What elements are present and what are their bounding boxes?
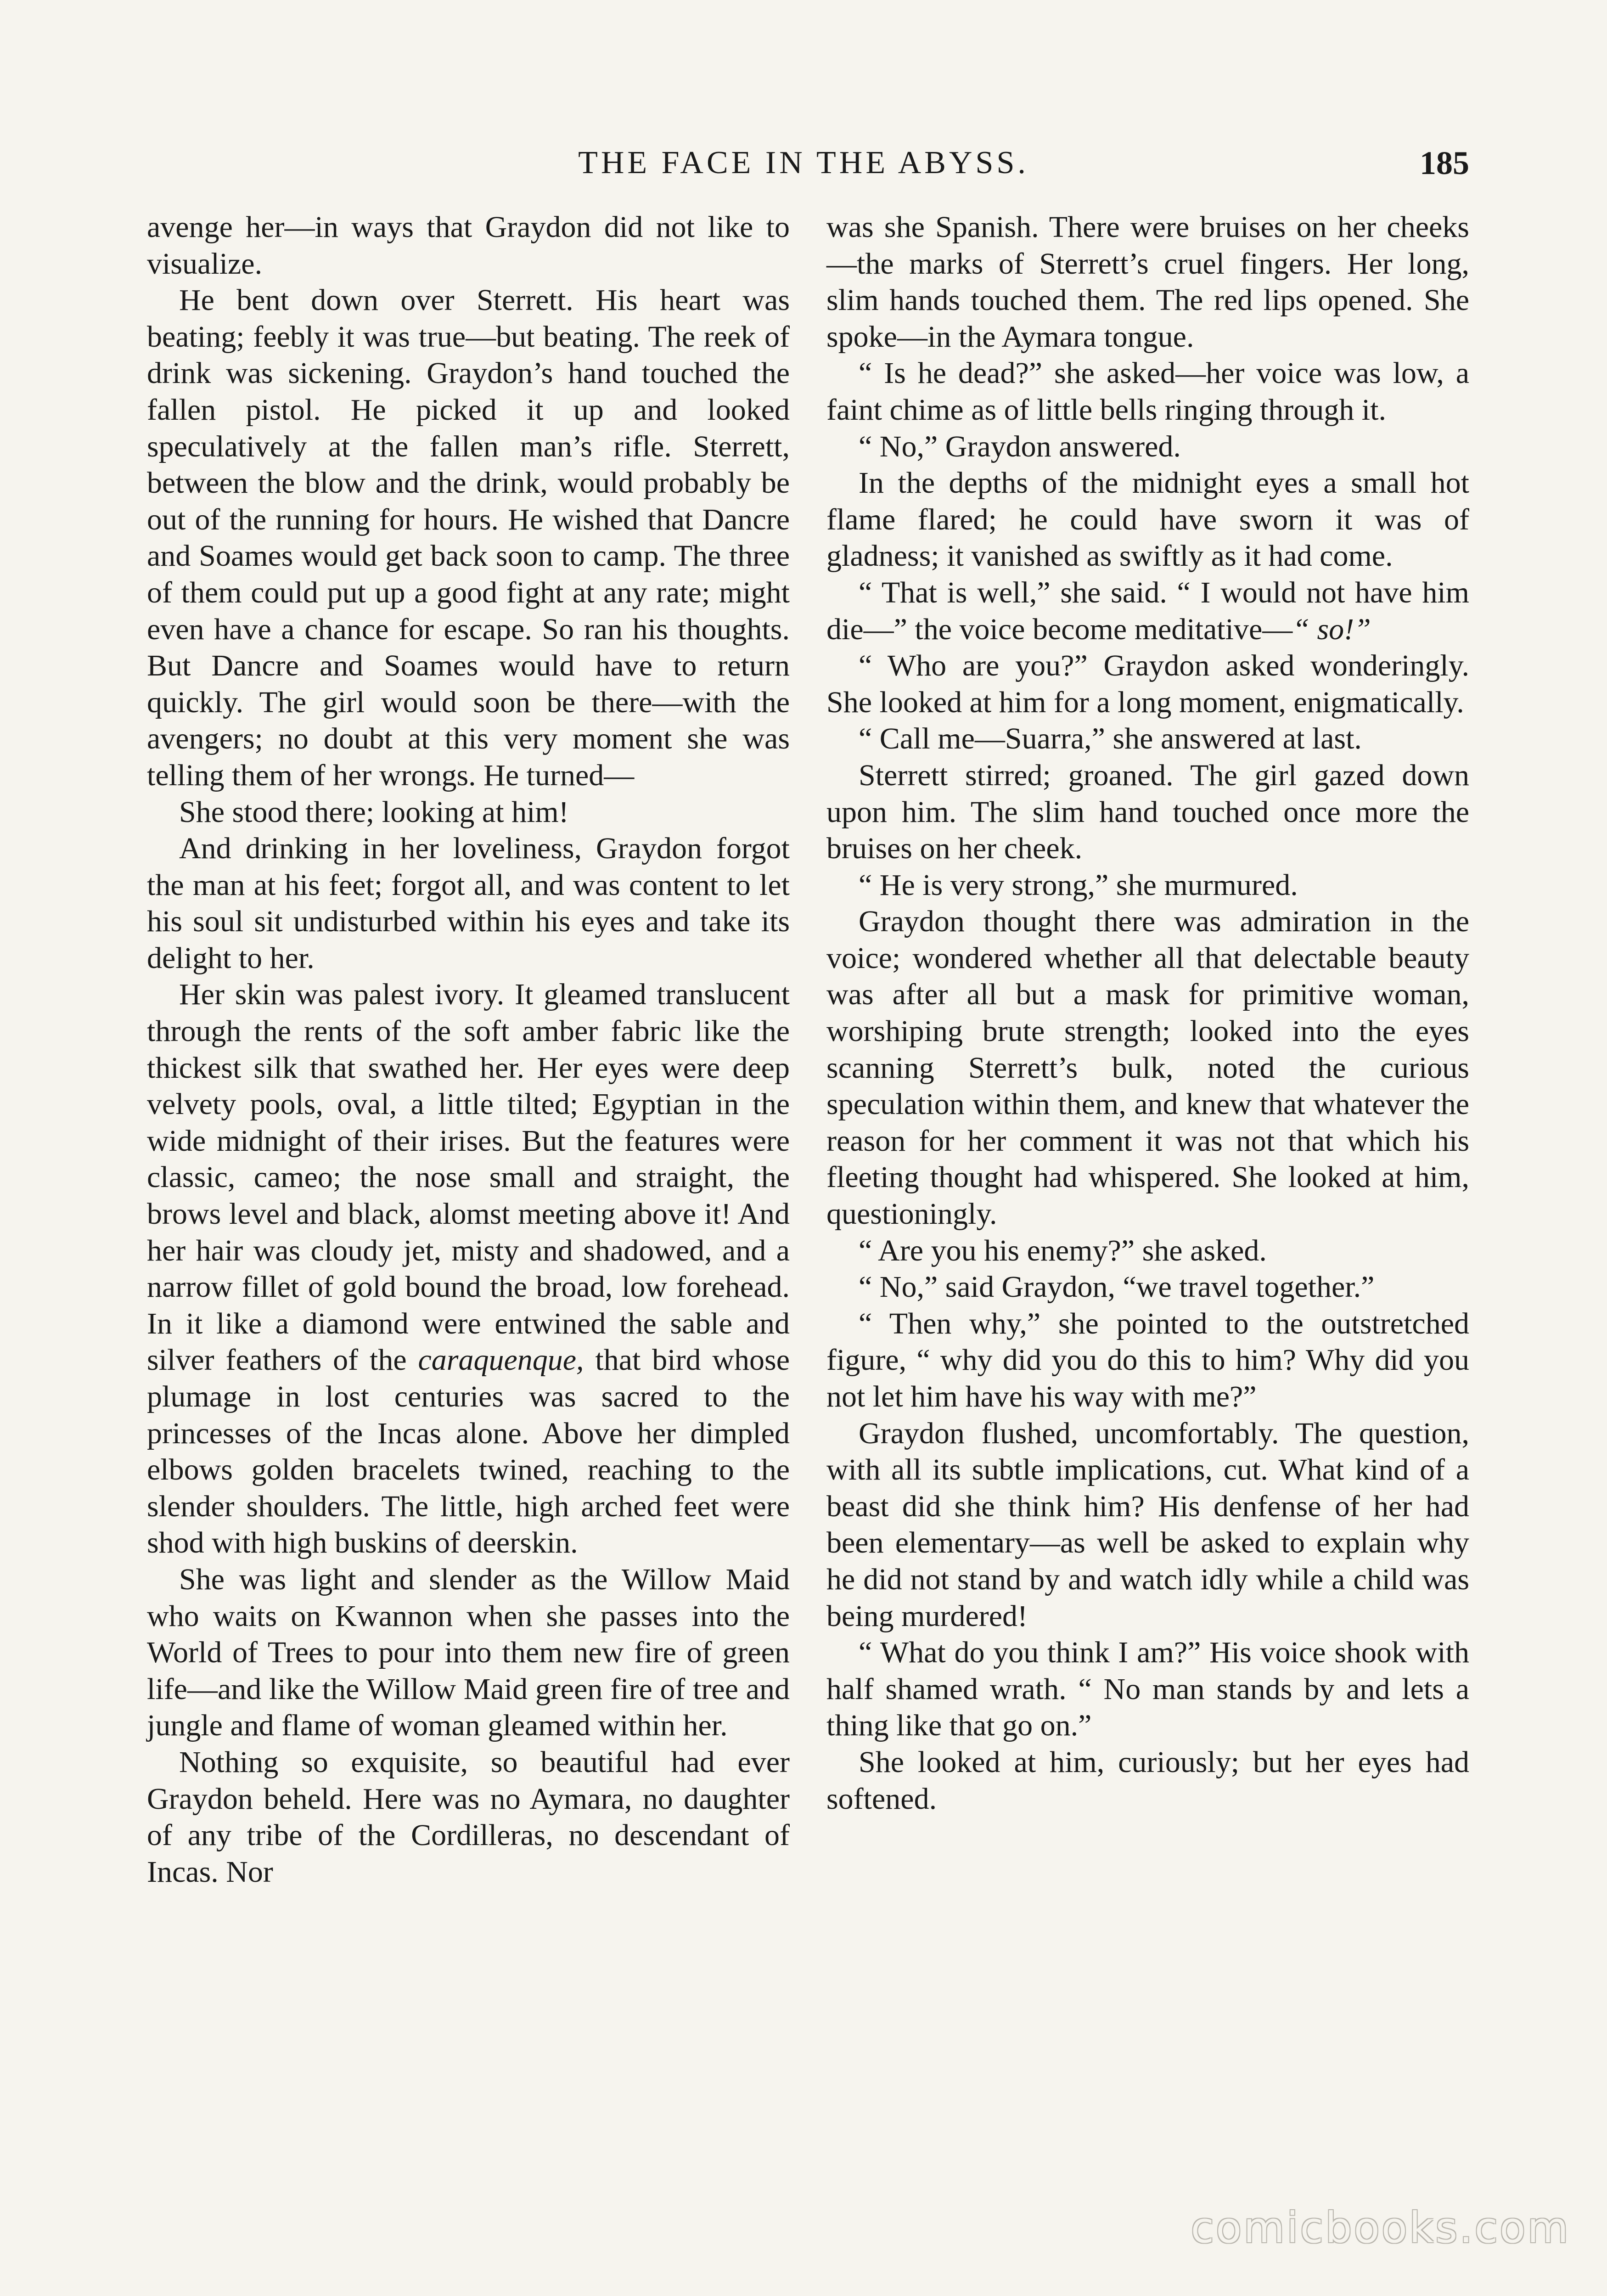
paragraph: She was light and slender as the Willow Maid who waits on Kwannon when she passes into the World of Trees to pour into them new fire of green life—and like the Willow Maid green fire of tree and jungle and flame of woman gleamed within her. (147, 1562, 790, 1743)
italic-term: “ so!” (1292, 612, 1371, 646)
paragraph: In the depths of the midnight eyes a small hot flame flared; he could have sworn it was of gladness; it vanished as swiftly as it had come. (826, 466, 1469, 573)
paragraph: She stood there; looking at him! (179, 795, 569, 829)
paragraph: “ Are you his enemy?” she asked. (859, 1233, 1267, 1267)
paragraph-text: that bird whose plumage in lost centuries was sacred to the princesses of the Incas alone. Above her dimpled elbows golden bracelets twined, reaching to the slender shoulders. The little, high arched feet were shod with high buskins of deerskin. (147, 1343, 790, 1560)
paragraph: “ Is he dead?” she asked—her voice was low, a faint chime as of little bells ringing through it. (826, 356, 1469, 427)
page-header (138, 142, 1469, 184)
paragraph: “ Then why,” she pointed to the outstretched figure, “ why did you do this to him? Why did you not let him have his way with me?” (826, 1306, 1469, 1413)
left-column (147, 209, 790, 1890)
italic-term: caraquenque, (418, 1343, 584, 1377)
paragraph: avenge her—in ways that Graydon did not like to visualize. (147, 210, 790, 281)
paragraph: “ What do you think I am?” His voice shook with half shamed wrath. “ No man stands by and lets a thing like that go on.” (826, 1636, 1469, 1743)
paragraph: “ No,” Graydon answered. (859, 429, 1181, 463)
paragraph: “ Call me—Suarra,” she answered at last. (859, 722, 1362, 756)
paragraph: was she Spanish. There were bruises on her cheeks—the marks of Sterrett’s cruel fingers. Her long, slim hands touched them. The red lips opened. She spoke—in the Aymara tongue. (826, 210, 1469, 354)
page-number: 185 (1420, 145, 1469, 181)
running-title: THE FACE IN THE ABYSS. (578, 145, 1029, 180)
paragraph: She looked at him, curiously; but her eyes had softened. (826, 1745, 1469, 1816)
paragraph: “ Who are you?” Graydon asked wonderingly. She looked at him for a long moment, enigmatically. (826, 649, 1469, 719)
paragraph: “ He is very strong,” she murmured. (859, 868, 1298, 902)
right-column (826, 209, 1469, 1817)
paragraph: Sterrett stirred; groaned. The girl gazed down upon him. The slim hand touched once more the bruises on her cheek. (826, 758, 1469, 866)
paragraph-text: Her skin was palest ivory. It gleamed translucent through the rents of the soft amber fabric like the thickest silk that swathed her. Her eyes were deep velvety pools, oval, a little tilted; Egyptian in the wide midnight of their irises. But the features were classic, cameo; the nose small and straight, the brows level and black, alomst meeting above it! And her hair was cloudy jet, misty and shadowed, and a narrow fillet of gold bound the broad, low forehead. In it like a diamond were entwined the sable and silver feathers of the (147, 978, 790, 1377)
watermark-logo: comicbooks.com (1191, 2203, 1570, 2252)
paragraph (826, 574, 1469, 647)
paragraph: “ No,” said Graydon, “we travel together.” (859, 1270, 1375, 1304)
paragraph (147, 976, 790, 1561)
paragraph: Graydon flushed, uncomfortably. The question, with all its subtle implications, cut. What kind of a beast did she think him? His denfense of her had been elementary—as well be asked to explain why he did not stand by and watch idly while a child was being murdered! (826, 1416, 1469, 1633)
paragraph: Graydon thought there was admiration in the voice; wondered whether all that delectable beauty was after all but a mask for primitive woman, worshiping brute strength; looked into the eyes scanning Sterrett’s bulk, noted the curious speculation within them, and knew that whatever the reason for her comment it was not that which his fleeting thought had whispered. She looked at him, questioningly. (826, 905, 1469, 1231)
paragraph: He bent down over Sterrett. His heart was beating; feebly it was true—but beating. The reek of drink was sickening. Graydon’s hand touched the fallen pistol. He picked it up and looked speculatively at the fallen man’s rifle. Sterrett, between the blow and the drink, would probably be out of the running for hours. He wished that Dancre and Soames would get back soon to camp. The three of them could put up a good fight at any rate; might even have a chance for escape. So ran his thoughts. But Dancre and Soames would have to return quickly. The girl would soon be there—with the avengers; no doubt at this very moment she was telling them of her wrongs. He turned— (147, 283, 790, 792)
paragraph: And drinking in her loveliness, Graydon forgot the man at his feet; forgot all, and was content to let his soul sit undisturbed within his eyes and take its delight to her. (147, 832, 790, 975)
paragraph-text: “ That is well,” she said. “ I would not have him die—” the voice become meditative— (826, 575, 1469, 646)
paragraph: Nothing so exquisite, so beautiful had ever Graydon beheld. Here was no Aymara, no daughter of any tribe of the Cordilleras, no descendant of Incas. Nor (147, 1745, 790, 1889)
